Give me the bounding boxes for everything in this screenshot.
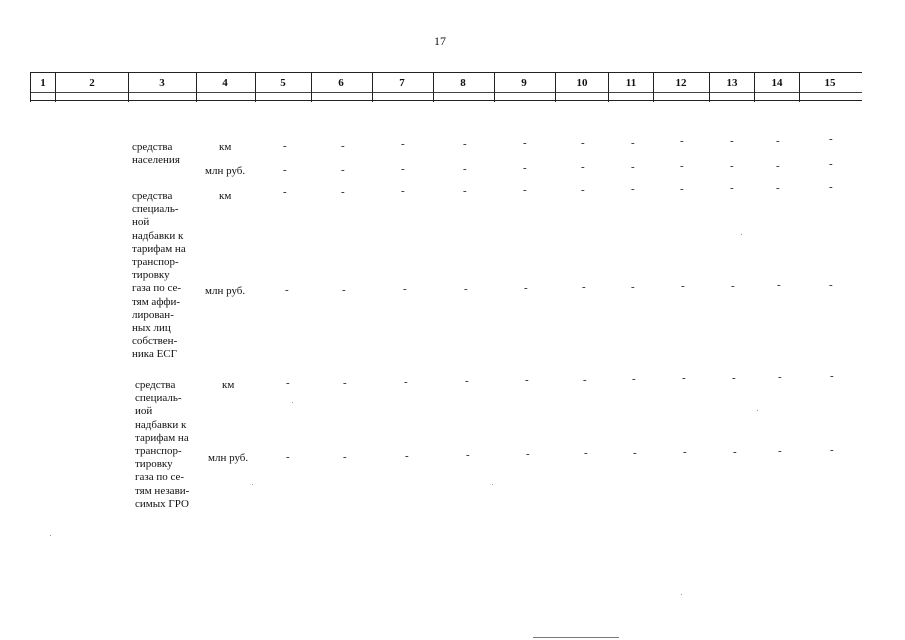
value-cell: - — [731, 280, 735, 292]
value-cell: - — [464, 283, 468, 295]
column-header-3: 3 — [159, 77, 165, 89]
value-cell: - — [778, 371, 782, 383]
row-description: средства специаль- иой надбавки к тарифам на транспор- тировку газа по се- тям незави- симых ГРО — [135, 379, 190, 510]
value-cell: - — [829, 158, 833, 170]
scan-speck — [741, 234, 742, 235]
value-cell: - — [405, 450, 409, 462]
column-header-10: 10 — [576, 77, 588, 89]
header-row-rule — [30, 92, 862, 93]
value-cell: - — [343, 377, 347, 389]
header-divider — [494, 72, 495, 102]
column-header-13: 13 — [726, 77, 738, 89]
value-cell: - — [401, 185, 405, 197]
value-cell: - — [680, 160, 684, 172]
value-cell: - — [778, 445, 782, 457]
column-header-15: 15 — [824, 77, 836, 89]
unit-label: км — [219, 141, 232, 153]
value-cell: - — [730, 182, 734, 194]
value-cell: - — [732, 372, 736, 384]
value-cell: - — [342, 284, 346, 296]
value-cell: - — [631, 137, 635, 149]
value-cell: - — [283, 164, 287, 176]
header-divider — [128, 72, 129, 102]
row-description: средства специаль- ной надбавки к тарифам на транспор- тировку газа по се- тям аффи- лирован- ных лиц собствен- ника ЕСГ — [132, 190, 186, 361]
value-cell: - — [283, 140, 287, 152]
value-cell: - — [631, 281, 635, 293]
column-header-14: 14 — [771, 77, 783, 89]
value-cell: - — [581, 184, 585, 196]
value-cell: - — [680, 135, 684, 147]
column-header-1: 1 — [40, 77, 46, 89]
unit-label: млн руб. — [205, 285, 246, 297]
page-number: 17 — [434, 34, 446, 48]
value-cell: - — [341, 164, 345, 176]
value-cell: - — [403, 283, 407, 295]
value-cell: - — [463, 138, 467, 150]
column-header-6: 6 — [338, 77, 344, 89]
column-header-4: 4 — [222, 77, 228, 89]
value-cell: - — [631, 161, 635, 173]
value-cell: - — [283, 186, 287, 198]
header-divider — [196, 72, 197, 102]
header-divider — [799, 72, 800, 102]
unit-label: млн руб. — [205, 165, 246, 177]
header-bottom-border — [30, 100, 862, 101]
scan-speck — [292, 402, 293, 403]
column-header-12: 12 — [675, 77, 687, 89]
value-cell: - — [524, 282, 528, 294]
value-cell: - — [465, 375, 469, 387]
value-cell: - — [583, 374, 587, 386]
column-header-11: 11 — [625, 77, 637, 89]
header-divider — [653, 72, 654, 102]
value-cell: - — [525, 374, 529, 386]
row-description: средства населения — [132, 141, 180, 167]
value-cell: - — [730, 135, 734, 147]
scan-speck — [252, 484, 253, 485]
value-cell: - — [341, 140, 345, 152]
value-cell: - — [681, 280, 685, 292]
column-header-9: 9 — [521, 77, 527, 89]
unit-label: км — [219, 190, 232, 202]
scan-speck — [50, 535, 51, 536]
header-divider — [311, 72, 312, 102]
value-cell: - — [680, 183, 684, 195]
value-cell: - — [777, 279, 781, 291]
value-cell: - — [733, 446, 737, 458]
header-divider — [555, 72, 556, 102]
value-cell: - — [633, 447, 637, 459]
value-cell: - — [463, 163, 467, 175]
scan-speck — [681, 594, 682, 595]
value-cell: - — [463, 185, 467, 197]
column-header-7: 7 — [399, 77, 405, 89]
value-cell: - — [581, 137, 585, 149]
value-cell: - — [341, 186, 345, 198]
value-cell: - — [466, 449, 470, 461]
value-cell: - — [286, 451, 290, 463]
unit-label: км — [222, 379, 235, 391]
value-cell: - — [631, 183, 635, 195]
header-divider — [372, 72, 373, 102]
header-divider — [754, 72, 755, 102]
value-cell: - — [776, 135, 780, 147]
value-cell: - — [683, 446, 687, 458]
scan-edge-line — [533, 637, 619, 638]
header-top-border — [30, 72, 862, 73]
value-cell: - — [404, 376, 408, 388]
value-cell: - — [776, 182, 780, 194]
value-cell: - — [682, 372, 686, 384]
value-cell: - — [632, 373, 636, 385]
value-cell: - — [830, 444, 834, 456]
scan-speck — [492, 484, 493, 485]
unit-label: млн руб. — [208, 452, 249, 464]
column-header-2: 2 — [89, 77, 95, 89]
value-cell: - — [582, 281, 586, 293]
value-cell: - — [285, 284, 289, 296]
value-cell: - — [526, 448, 530, 460]
value-cell: - — [286, 377, 290, 389]
value-cell: - — [730, 160, 734, 172]
value-cell: - — [829, 279, 833, 291]
value-cell: - — [584, 447, 588, 459]
value-cell: - — [829, 133, 833, 145]
column-header-8: 8 — [460, 77, 466, 89]
value-cell: - — [581, 161, 585, 173]
value-cell: - — [523, 162, 527, 174]
value-cell: - — [401, 138, 405, 150]
scan-speck — [757, 410, 758, 411]
value-cell: - — [343, 451, 347, 463]
value-cell: - — [830, 370, 834, 382]
value-cell: - — [401, 163, 405, 175]
header-divider — [608, 72, 609, 102]
value-cell: - — [523, 184, 527, 196]
header-divider — [709, 72, 710, 102]
value-cell: - — [776, 160, 780, 172]
value-cell: - — [523, 137, 527, 149]
column-header-5: 5 — [280, 77, 286, 89]
value-cell: - — [829, 181, 833, 193]
header-divider — [433, 72, 434, 102]
header-divider — [255, 72, 256, 102]
